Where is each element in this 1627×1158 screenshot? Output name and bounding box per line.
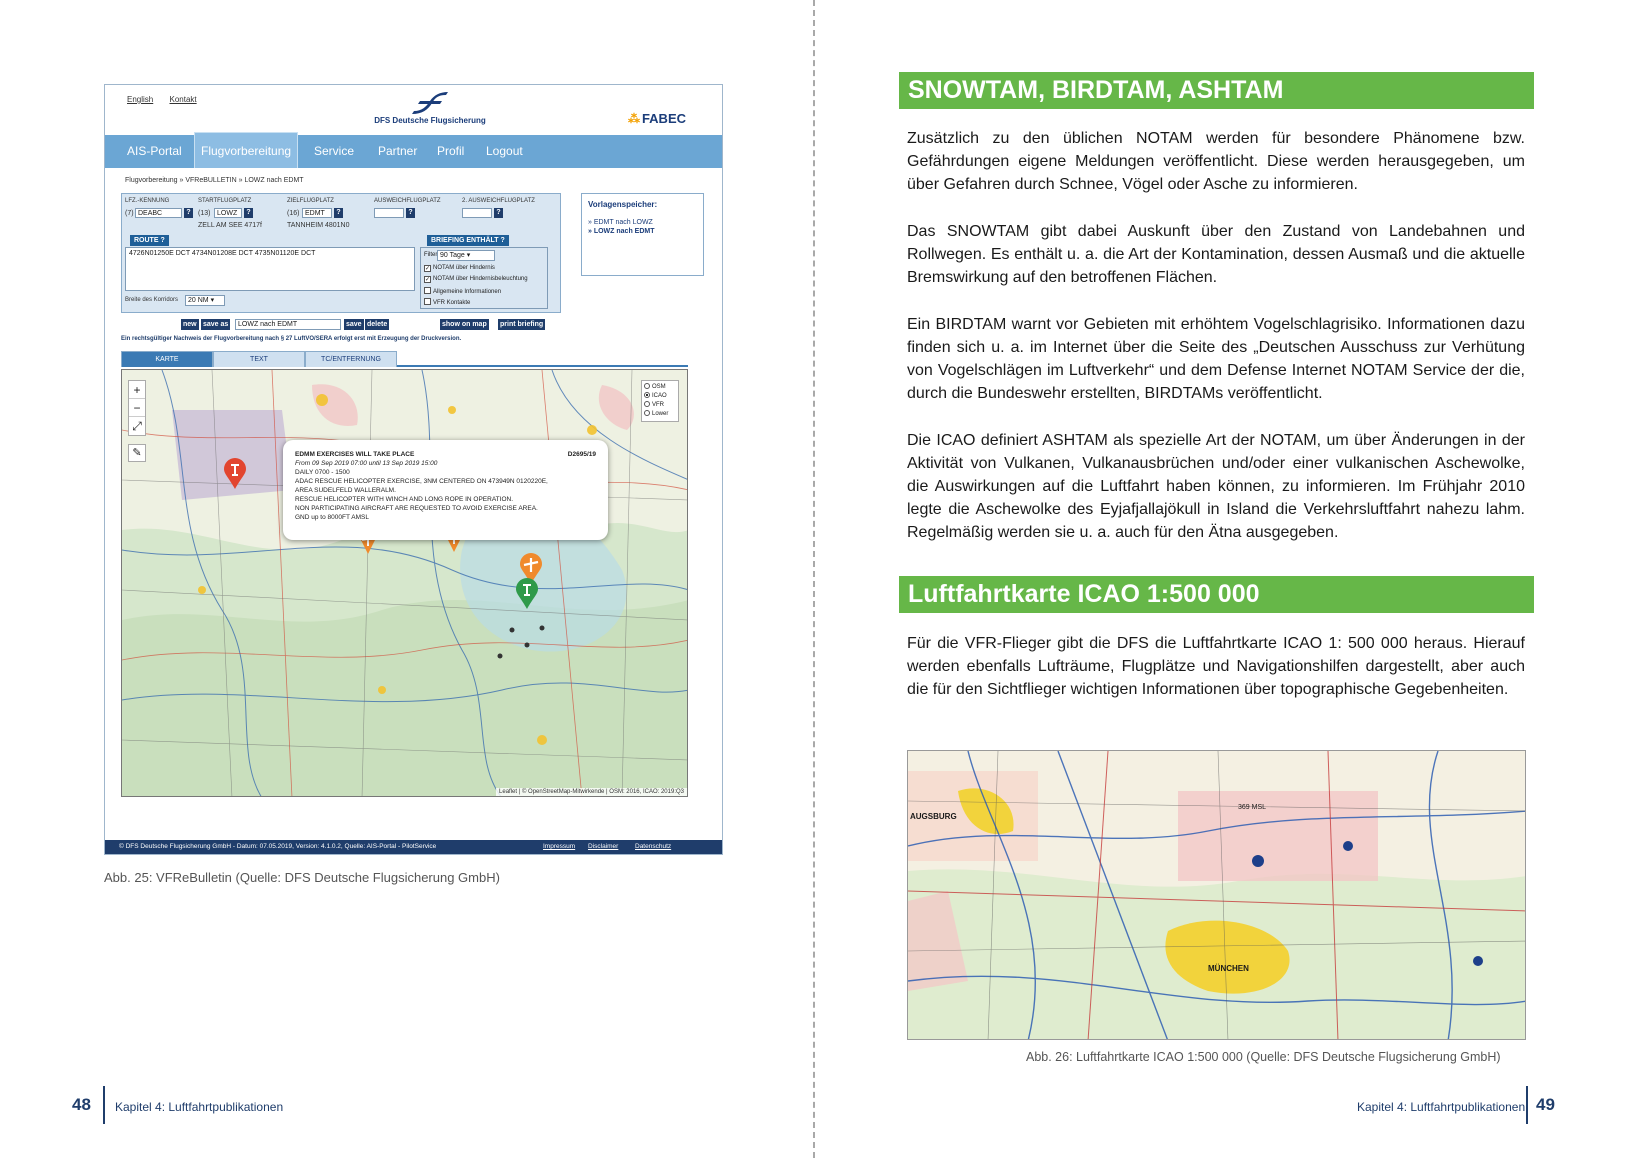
page-number-right: 49 xyxy=(1536,1095,1555,1114)
vfrebulletin-screenshot xyxy=(104,84,723,855)
ziel-label: ZIELFLUGPLATZ xyxy=(287,198,334,204)
vorlagen-title: Vorlagenspeicher: xyxy=(588,200,658,209)
link-english[interactable]: English xyxy=(127,95,154,104)
option-notam-beleuchtung[interactable]: ✓ NOTAM über Hindernisbeleuchtung xyxy=(425,276,528,283)
tab-text[interactable]: TEXT xyxy=(213,351,305,367)
nav-flugvorbereitung[interactable]: Flugvorbereitung xyxy=(194,132,298,168)
kennung-label: LFZ.-KENNUNG xyxy=(125,198,170,204)
popup-title: EDMM EXERCISES WILL TAKE PLACE xyxy=(295,451,415,458)
dfs-logo xyxy=(365,89,495,129)
section-heading-tam: SNOWTAM, BIRDTAM, ASHTAM xyxy=(899,72,1534,109)
tab-tc-entfernung[interactable]: TC/ENTFERNUNG xyxy=(305,351,397,367)
checkbox-checked-icon: ✓ xyxy=(425,266,431,272)
stars-icon: ⁂ xyxy=(627,112,640,126)
ausweich-help-icon[interactable]: ? xyxy=(406,208,415,218)
chapter-title-right: Kapitel 4: Luftfahrtpublikationen xyxy=(1357,1100,1526,1114)
paragraph: Die ICAO definiert ASHTAM als spezielle Art der NOTAM, um über Änderungen in der Aktivität von Vulkanen, Vulkanausbrüchen und/oder einer vulkanischen Aschewolke, die Auswirkungen auf die Luftfahrt haben können, zu informieren. Im Frühjahr 2010 legte die Aschewolke des Eyjafjallajökull in Island die Verkehrsluftfahrt nahezu lahm. Regelmäßig werden sie u. a. auch für den Ätna ausgegeben. xyxy=(907,432,1525,541)
briefing-help-icon[interactable]: ? xyxy=(500,237,505,244)
checkbox-checked-icon: ✓ xyxy=(425,277,431,283)
zoom-control xyxy=(128,380,146,436)
route-textarea[interactable]: 4726N01250E DCT 4734N01208E DCT 4735N01120E DCT xyxy=(125,247,415,291)
paragraph: Das SNOWTAM gibt dabei Auskunft über den Zustand von Landebahnen und Rollwegen. Es enthält u. a. die Art der Kontamination, dessen Ausmaß und die aktuelle Bremswirkung auf den betroffenen Flächen. xyxy=(907,223,1525,286)
flightplan-form xyxy=(121,193,561,313)
notam-popup xyxy=(283,440,608,540)
option-notam-hindernis[interactable]: ✓ NOTAM über Hindernis xyxy=(425,265,495,272)
popup-line: RESCUE HELICOPTER WITH WINCH AND LONG ROPE IN OPERATION. xyxy=(295,496,514,503)
start-airport-name: ZELL AM SEE 4717f xyxy=(198,222,262,229)
ausweich2-label: 2. AUSWEICHFLUGPLATZ xyxy=(462,198,535,204)
ausweich2-input[interactable] xyxy=(462,208,492,218)
korridor-label: Breite des Korridors xyxy=(125,297,179,303)
pencil-icon[interactable]: ✎ xyxy=(128,444,146,462)
footer-link-impressum[interactable]: Impressum xyxy=(543,843,576,850)
zoom-in-button[interactable]: + xyxy=(129,381,145,399)
save-button[interactable]: save xyxy=(346,321,362,328)
layer-osm[interactable]: OSM xyxy=(644,383,676,392)
ziel-input[interactable]: EDMT xyxy=(302,208,332,218)
nav-partner[interactable]: Partner xyxy=(378,144,418,158)
page-divider-left xyxy=(103,1086,105,1124)
layer-switcher xyxy=(641,380,679,422)
dfs-logo-text: DFS Deutsche Flugsicherung xyxy=(374,116,486,125)
footer-link-datenschutz[interactable]: Datenschutz xyxy=(635,843,672,850)
radio-selected-icon xyxy=(644,392,650,398)
save-as-button[interactable]: save as xyxy=(203,321,229,328)
dfs-swoosh-icon xyxy=(408,89,452,115)
popup-line: NON PARTICIPATING AIRCRAFT ARE REQUESTED TO AVOID EXERCISE AREA. xyxy=(295,505,538,512)
ausweich-input[interactable] xyxy=(374,208,404,218)
marker-obstacle-red-icon[interactable] xyxy=(222,458,248,490)
figure-caption-26: Abb. 26: Luftfahrtkarte ICAO 1:500 000 (Quelle: DFS Deutsche Flugsicherung GmbH) xyxy=(1026,1050,1501,1064)
filter-label: Filter xyxy=(424,252,438,258)
breadcrumb: Flugvorbereitung » VFReBULLETIN » LOWZ nach EDMT xyxy=(125,177,304,184)
radio-icon xyxy=(644,383,650,389)
top-links xyxy=(127,95,211,104)
popup-line: AREA SUDELFELD WALLERALM. xyxy=(295,487,396,494)
chapter-title-left: Kapitel 4: Luftfahrtpublikationen xyxy=(115,1100,284,1114)
option-allgemeine-info[interactable]: Allgemeine Informationen xyxy=(424,287,501,295)
paragraph: Ein BIRDTAM warnt vor Gebieten mit erhöhtem Vogelschlagrisiko. Informationen dazu finden sich u. a. im Internet über die Seite des „Deutschen Ausschuss zur Verhütung von Vogelschlägen im Luftverkehr“ und dem Defense Internet NOTAM Service der die, durch die Bundeswehr erstellten, BIRDTAMs veröffentlicht. xyxy=(907,316,1525,402)
chevron-down-icon: ▾ xyxy=(210,297,215,304)
nav-logout[interactable]: Logout xyxy=(486,144,523,158)
ziel-help-icon[interactable]: ? xyxy=(334,208,343,218)
print-briefing-button[interactable]: print briefing xyxy=(500,321,544,328)
layer-vfr[interactable]: VFR xyxy=(644,401,676,410)
radio-icon xyxy=(644,401,650,407)
icao-map-graphic xyxy=(122,370,688,797)
filter-select[interactable]: 90 Tage ▾ xyxy=(437,250,495,261)
popup-line: ADAC RESCUE HELICOPTER EXERCISE, 3NM CENTERED ON 473949N 0120220E, xyxy=(295,478,548,485)
kennung-count: (7) xyxy=(125,210,134,217)
start-label: STARTFLUGPLATZ xyxy=(198,198,252,204)
popup-line: DAILY 0700 - 1500 xyxy=(295,469,350,476)
kennung-input[interactable]: DEABC xyxy=(135,208,182,218)
marker-obstacle-green-icon[interactable] xyxy=(514,578,540,610)
ziel-airport-name: TANNHEIM 4801N0 xyxy=(287,222,350,229)
new-button[interactable]: new xyxy=(183,321,197,328)
chevron-down-icon: ▾ xyxy=(466,252,471,259)
map-attribution: Leaflet | © OpenStreetMap-Mitwirkende | OSM: 2016, ICAO: 2019:Q3 xyxy=(496,788,687,796)
show-on-map-button[interactable]: show on map xyxy=(442,321,487,328)
ausweich2-help-icon[interactable]: ? xyxy=(494,208,503,218)
label-muenchen: MÜNCHEN xyxy=(1208,964,1249,973)
footer-copyright: © DFS Deutsche Flugsicherung GmbH - Datum: 07.05.2019, Version: 4.1.0.2, Quelle: AIS-Portal - PilotService xyxy=(119,843,437,850)
vorlage-edmt-lowz[interactable]: » EDMT nach LOWZ xyxy=(588,219,653,226)
save-as-input[interactable]: LOWZ nach EDMT xyxy=(235,319,341,330)
option-vfr-kontakte[interactable]: VFR Kontakte xyxy=(424,298,470,306)
figure-caption-25: Abb. 25: VFReBulletin (Quelle: DFS Deutsche Flugsicherung GmbH) xyxy=(104,870,500,885)
footer-link-disclaimer[interactable]: Disclaimer xyxy=(588,843,619,850)
tab-karte[interactable]: KARTE xyxy=(121,351,213,367)
notam-map[interactable] xyxy=(121,369,688,797)
paragraph: Für die VFR-Flieger gibt die DFS die Luftfahrtkarte ICAO 1: 500 000 heraus. Hierauf werden ebenfalls Lufträume, Flugplätze und Navigationshilfen dargestellt, aber auch die für den Sichtflieger wichtigen Informationen über topographische Gegebenheiten. xyxy=(907,635,1525,698)
start-input[interactable]: LOWZ xyxy=(214,208,242,218)
nav-service[interactable]: Service xyxy=(314,144,355,158)
korridor-select[interactable]: 20 NM ▾ xyxy=(185,295,225,306)
radio-icon xyxy=(644,410,650,416)
main-nav xyxy=(105,135,722,168)
page-number-left: 48 xyxy=(72,1095,91,1114)
popup-id: D2695/19 xyxy=(567,451,596,458)
nav-profil[interactable]: Profil xyxy=(437,144,465,158)
popup-period: From 09 Sep 2019 07:00 until 13 Sep 2019 15:00 xyxy=(295,460,438,467)
legal-notice: Ein rechtsgültiger Nachweis der Flugvorbereitung nach § 27 LuftVO/SERA erfolgt erst mit Erzeugung der Druckversion. xyxy=(121,336,462,342)
paragraph: Zusätzlich zu den üblichen NOTAM werden für besondere Phänomene bzw. Gefährdungen eigene Meldungen veröffentlicht. Diese werden herausgegeben, um über Gefahren durch Schnee, Vögel oder Asche zu informieren. xyxy=(907,130,1525,193)
briefing-options xyxy=(420,247,548,309)
map-tabs xyxy=(121,351,688,367)
zoom-out-button[interactable]: − xyxy=(129,399,145,417)
briefing-label: BRIEFING ENTHÄLT ? xyxy=(427,235,509,246)
route-label: ROUTE ? xyxy=(130,235,169,246)
popup-line: GND up to 8000FT AMSL xyxy=(295,514,369,521)
link-kontakt[interactable]: Kontakt xyxy=(169,95,197,104)
section-heading-icao-chart: Luftfahrtkarte ICAO 1:500 000 xyxy=(899,576,1534,613)
layer-icao[interactable]: ICAO xyxy=(644,392,676,401)
icao-chart-graphic xyxy=(908,751,1526,1040)
portal-footer xyxy=(105,840,722,854)
nav-ais-portal[interactable]: AIS-Portal xyxy=(127,144,182,158)
layer-lower[interactable]: Lower xyxy=(644,410,676,419)
ausweich-label: AUSWEICHFLUGPLATZ xyxy=(374,198,441,204)
vorlagen-panel xyxy=(581,193,704,276)
label-msl: 369 MSL xyxy=(1238,804,1267,811)
kennung-help-icon[interactable]: ? xyxy=(184,208,193,218)
fullscreen-icon[interactable]: ⤢ xyxy=(132,419,142,433)
page-divider-right xyxy=(1526,1086,1528,1124)
ziel-count: (16) xyxy=(287,210,300,217)
route-help-icon[interactable]: ? xyxy=(160,237,165,244)
page-fold xyxy=(813,0,815,1158)
vorlage-lowz-edmt[interactable]: » LOWZ nach EDMT xyxy=(588,228,655,235)
start-help-icon[interactable]: ? xyxy=(244,208,253,218)
icao-chart-excerpt xyxy=(907,750,1526,1040)
delete-button[interactable]: delete xyxy=(367,321,388,328)
checkbox-icon xyxy=(424,287,431,294)
label-augsburg: AUGSBURG xyxy=(910,812,957,821)
fabec-logo: ⁂ FABEC xyxy=(627,111,686,126)
checkbox-icon xyxy=(424,298,431,305)
start-count: (13) xyxy=(198,210,211,217)
action-buttons xyxy=(105,319,722,330)
